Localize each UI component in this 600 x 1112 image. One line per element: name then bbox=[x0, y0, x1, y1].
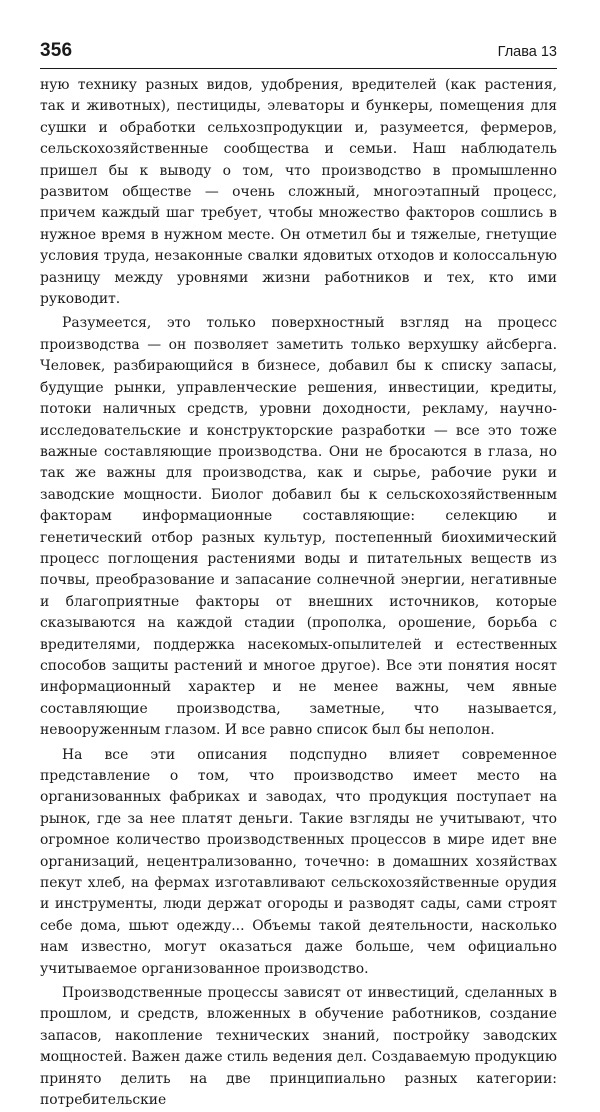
paragraph: Разумеется, это только поверхностный взгляд на процесс производства — он позволяет заметить только верхушку айсберга. Человек, разбирающийся в бизнесе, добавил бы к списку запасы, будущие рынки, управленческие решения, инвестиции, кредиты, потоки наличных средств, уровни доходности, рекламу, научно-исследовательские и конструкторские разработки — все это тоже важные составляющие производства. Они не бросаются в глаза, но так же важны для производства, как и сырье, рабочие руки и заводские мощности. Биолог добавил бы к сельскохозяйственным факторам информационные составляющие: селекцию и генетический отбор разных культур, постепенный биохимический процесс поглощения растениями воды и питательных веществ из почвы, преобразование и запасание солнечной энергии, негативные и благоприятные факторы от внешних источников, которые сказываются на каждой стадии (прополка, орошение, борьба с вредителями, поддержка насекомых-опылителей и естественных способов защиты растений и многое другое). Все эти понятия носят информационный характер и не менее важны, чем явные составляющие производства, заметные, что называется, невооруженным глазом. И все равно список был бы неполон. bbox=[40, 315, 557, 739]
book-page bbox=[40, 40, 557, 1112]
page-number: 356 bbox=[40, 40, 73, 61]
paragraph: На все эти описания подспудно влияет современное представление о том, что производство имеет место на организованных фабриках и заводах, что продукция поступает на рынок, где за нее платят деньги. Такие взгляды не учитывают, что огромное количество производственных процессов в мире идет вне организаций, нецентрализованно, точечно: в домашних хозяйствах пекут хлеб, на фермах изготавливают сельскохозяйственные орудия и инструменты, люди держат огороды и разводят сады, сами строят себе дома, шьют одежду... Объемы такой деятельности, насколько нам известно, могут оказаться даже больше, чем официально учитываемое организованное производство. bbox=[40, 746, 557, 977]
chapter-label: Глава 13 bbox=[497, 44, 557, 60]
page-header bbox=[40, 40, 557, 69]
paragraph: Производственные процессы зависят от инвестиций, сделанных в прошлом, и средств, вложенных в обучение работников, создание запасов, накопление технических знаний, постройку заводских мощностей. Важен даже стиль ведения дел. Создаваемую продукцию принято делить на две принципиально разных категории: потребительские bbox=[40, 985, 557, 1109]
paragraph-continued: ную технику разных видов, удобрения, вредителей (как растения, так и животных), пестициды, элеваторы и бункеры, помещения для сушки и обработки сельхозпродукции и, разумеется, фермеров, сельскохозяйственные сообщества и семьи. Наш наблюдатель пришел бы к выводу о том, что производство в промышленно развитом обществе — очень сложный, многоэтапный процесс, причем каждый шаг требует, чтобы множество факторов сошлись в нужное время в нужном месте. Он отметил бы и тяжелые, гнетущие условия труда, незаконные свалки ядовитых отходов и колоссальную разницу между уровнями жизни работников и тех, кто ими руководит. bbox=[40, 77, 557, 308]
page-body bbox=[40, 75, 557, 1112]
